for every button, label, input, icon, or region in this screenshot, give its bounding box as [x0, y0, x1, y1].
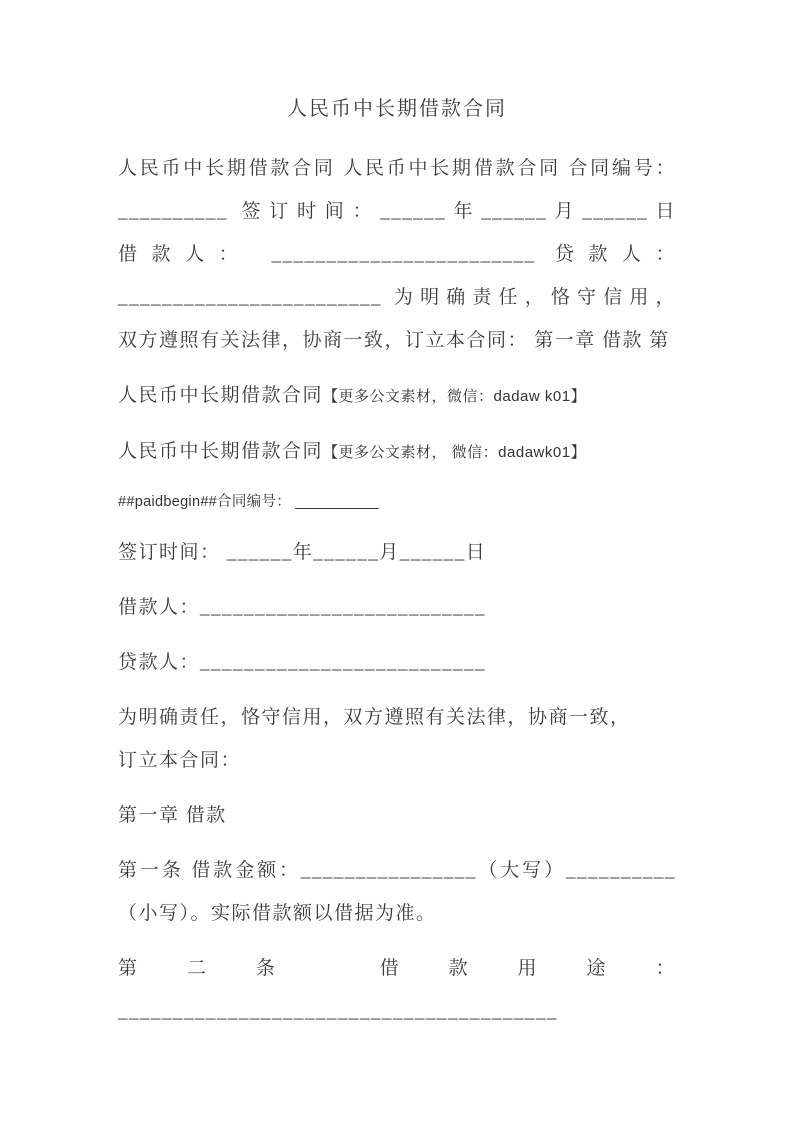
chapter-heading: 第一章 借款: [118, 805, 227, 826]
clause1-paragraph: 第一条 借款金额：________________（大写）__________（小写）。实际借款额以借据为准。: [118, 860, 676, 924]
statement-paragraph: 为明确责任，恪守信用，双方遵照有关法律，协商一致，订立本合同：: [118, 707, 631, 771]
promo-line-2: [118, 430, 676, 474]
clause2-blank-line: ________________________________________: [118, 1001, 558, 1022]
promo-line-2-note: 【更多公文素材， 微信：dadawk01】: [323, 444, 587, 461]
promo-line-1-note: 【更多公文素材，微信：dadaw k01】: [323, 388, 587, 405]
borrower-line: 借款人：__________________________: [118, 597, 487, 618]
document-title: 人民币中长期借款合同: [287, 98, 507, 120]
promo-line-2-title: 人民币中长期借款合同: [118, 441, 324, 462]
paid-marker-line: ##paidbegin##合同编号： __________: [118, 494, 380, 510]
promo-line-1: [118, 374, 676, 418]
lender-line: 贷款人：__________________________: [118, 652, 487, 673]
sign-time-line: 签订时间： ______年______月______日: [118, 542, 487, 563]
clause2-label: 第二条 借款用途：: [118, 958, 676, 979]
promo-line-1-title: 人民币中长期借款合同: [118, 385, 324, 406]
intro-paragraph: 人民币中长期借款合同 人民币中长期借款合同 合同编号：__________ 签订时间：______年______月______日 借款人： ________________________ 贷款人：________________________ 为明确责任，恪守信用，双方遵照有关法律，协商一致，订立本合同： 第一章 借款 第: [118, 158, 676, 351]
